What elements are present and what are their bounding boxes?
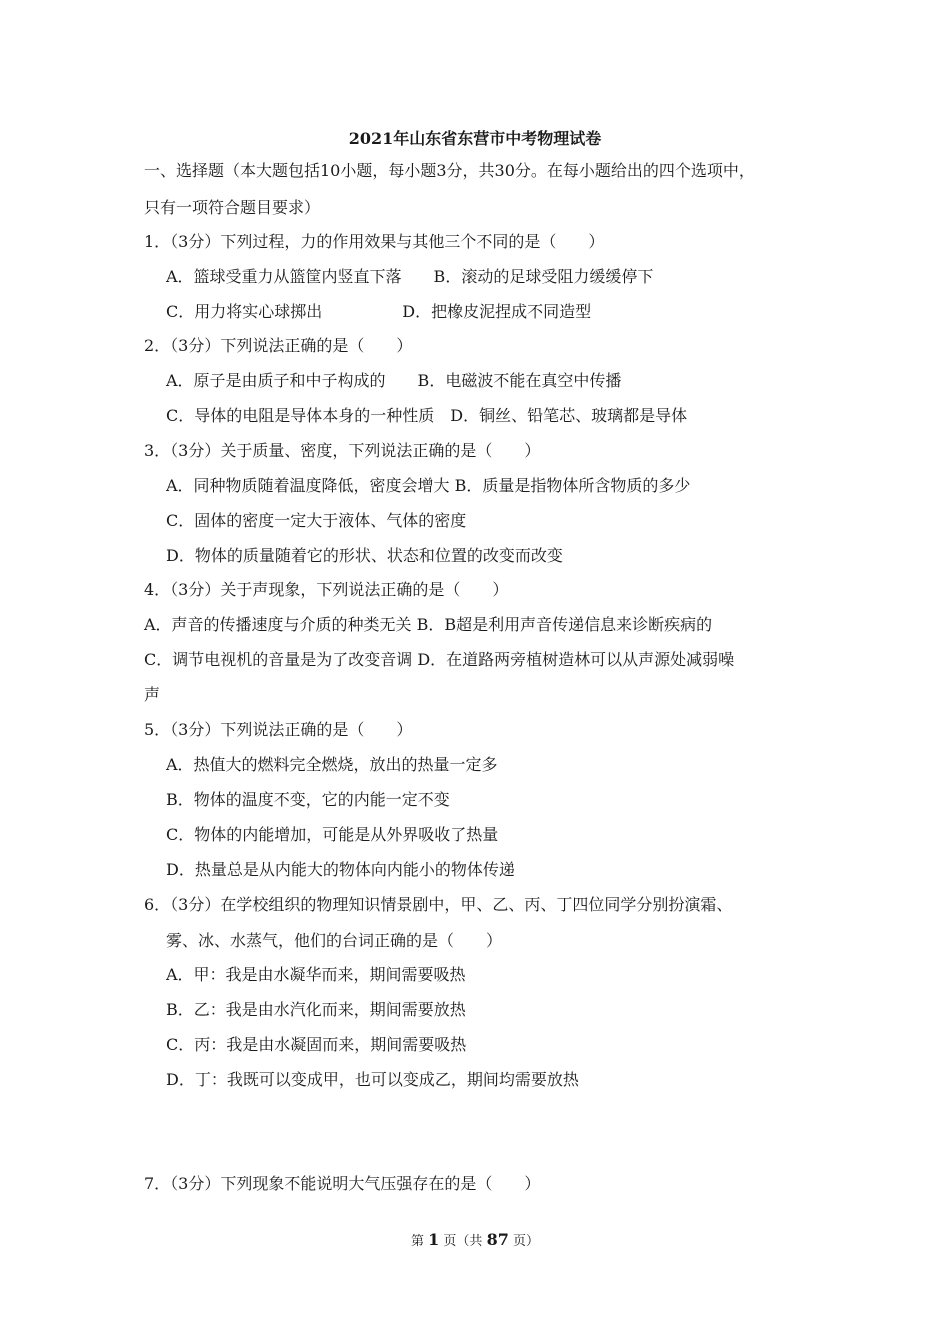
footer-prefix: 第	[411, 1234, 429, 1249]
section-heading-line-1: 一、选择题（本大题包括10小题，每小题3分，共30分。在每小题给出的四个选项中，	[144, 161, 755, 180]
question-5-option-c: C．物体的内能增加，可能是从外界吸收了热量	[166, 825, 499, 844]
question-3-option-row-1: A．同种物质随着温度降低，密度会增大 B．质量是指物体所含物质的多少	[166, 476, 691, 495]
question-2-option-row-2: C．导体的电阻是导体本身的一种性质 D．铜丝、铅笔芯、玻璃都是导体	[166, 406, 688, 425]
footer-page-number: 1	[428, 1230, 440, 1249]
question-5-option-a: A．热值大的燃料完全燃烧，放出的热量一定多	[166, 755, 498, 774]
question-3-option-row-3: D．物体的质量随着它的形状、状态和位置的改变而改变	[166, 546, 563, 565]
question-2-option-row-1: A．原子是由质子和中子构成的 B．电磁波不能在真空中传播	[166, 371, 622, 390]
question-1-option-row-2: C．用力将实心球掷出 D．把橡皮泥捏成不同造型	[166, 302, 592, 321]
section-heading-line-2: 只有一项符合题目要求）	[144, 198, 321, 217]
page-title: 2021年山东省东营市中考物理试卷	[348, 129, 602, 148]
question-3-option-row-2: C．固体的密度一定大于液体、气体的密度	[166, 511, 467, 530]
question-6-stem-continued: 雾、冰、水蒸气，他们的台词正确的是（ ）	[166, 931, 503, 950]
question-1-option-row-1: A．篮球受重力从篮筐内竖直下落 B．滚动的足球受阻力缓缓停下	[166, 267, 654, 286]
footer-total-pages: 87	[486, 1230, 509, 1249]
question-1-stem: 1．（3分）下列过程，力的作用效果与其他三个不同的是（ ）	[144, 232, 605, 251]
question-5-option-d: D．热量总是从内能大的物体向内能小的物体传递	[166, 860, 515, 879]
question-4-option-row-3: 声	[144, 685, 161, 704]
question-2-stem: 2．（3分）下列说法正确的是（ ）	[144, 336, 413, 355]
question-4-stem: 4．（3分）关于声现象，下列说法正确的是（ ）	[144, 580, 509, 599]
question-3-stem: 3．（3分）关于质量、密度，下列说法正确的是（ ）	[144, 441, 541, 460]
question-7-stem: 7．（3分）下列现象不能说明大气压强存在的是（ ）	[144, 1174, 541, 1193]
question-6-option-b: B．乙：我是由水汽化而来，期间需要放热	[166, 1000, 466, 1019]
question-6-option-d: D．丁：我既可以变成甲，也可以变成乙，期间均需要放热	[166, 1070, 579, 1089]
question-5-stem: 5．（3分）下列说法正确的是（ ）	[144, 720, 413, 739]
footer-middle: 页（共	[439, 1234, 487, 1249]
question-6-stem: 6．（3分）在学校组织的物理知识情景剧中，甲、乙、丙、丁四位同学分别扮演霜、	[144, 895, 733, 914]
question-4-option-row-2: C．调节电视机的音量是为了改变音调 D．在道路两旁植树造林可以从声源处减弱噪	[144, 650, 735, 669]
footer-suffix: 页）	[508, 1234, 539, 1249]
question-5-option-b: B．物体的温度不变，它的内能一定不变	[166, 790, 450, 809]
question-4-option-row-1: A．声音的传播速度与介质的种类无关 B．B超是利用声音传递信息来诊断疾病的	[144, 615, 713, 634]
page-footer	[0, 1230, 950, 1249]
question-6-option-c: C．丙：我是由水凝固而来，期间需要吸热	[166, 1035, 467, 1054]
question-6-option-a: A．甲：我是由水凝华而来，期间需要吸热	[166, 965, 466, 984]
